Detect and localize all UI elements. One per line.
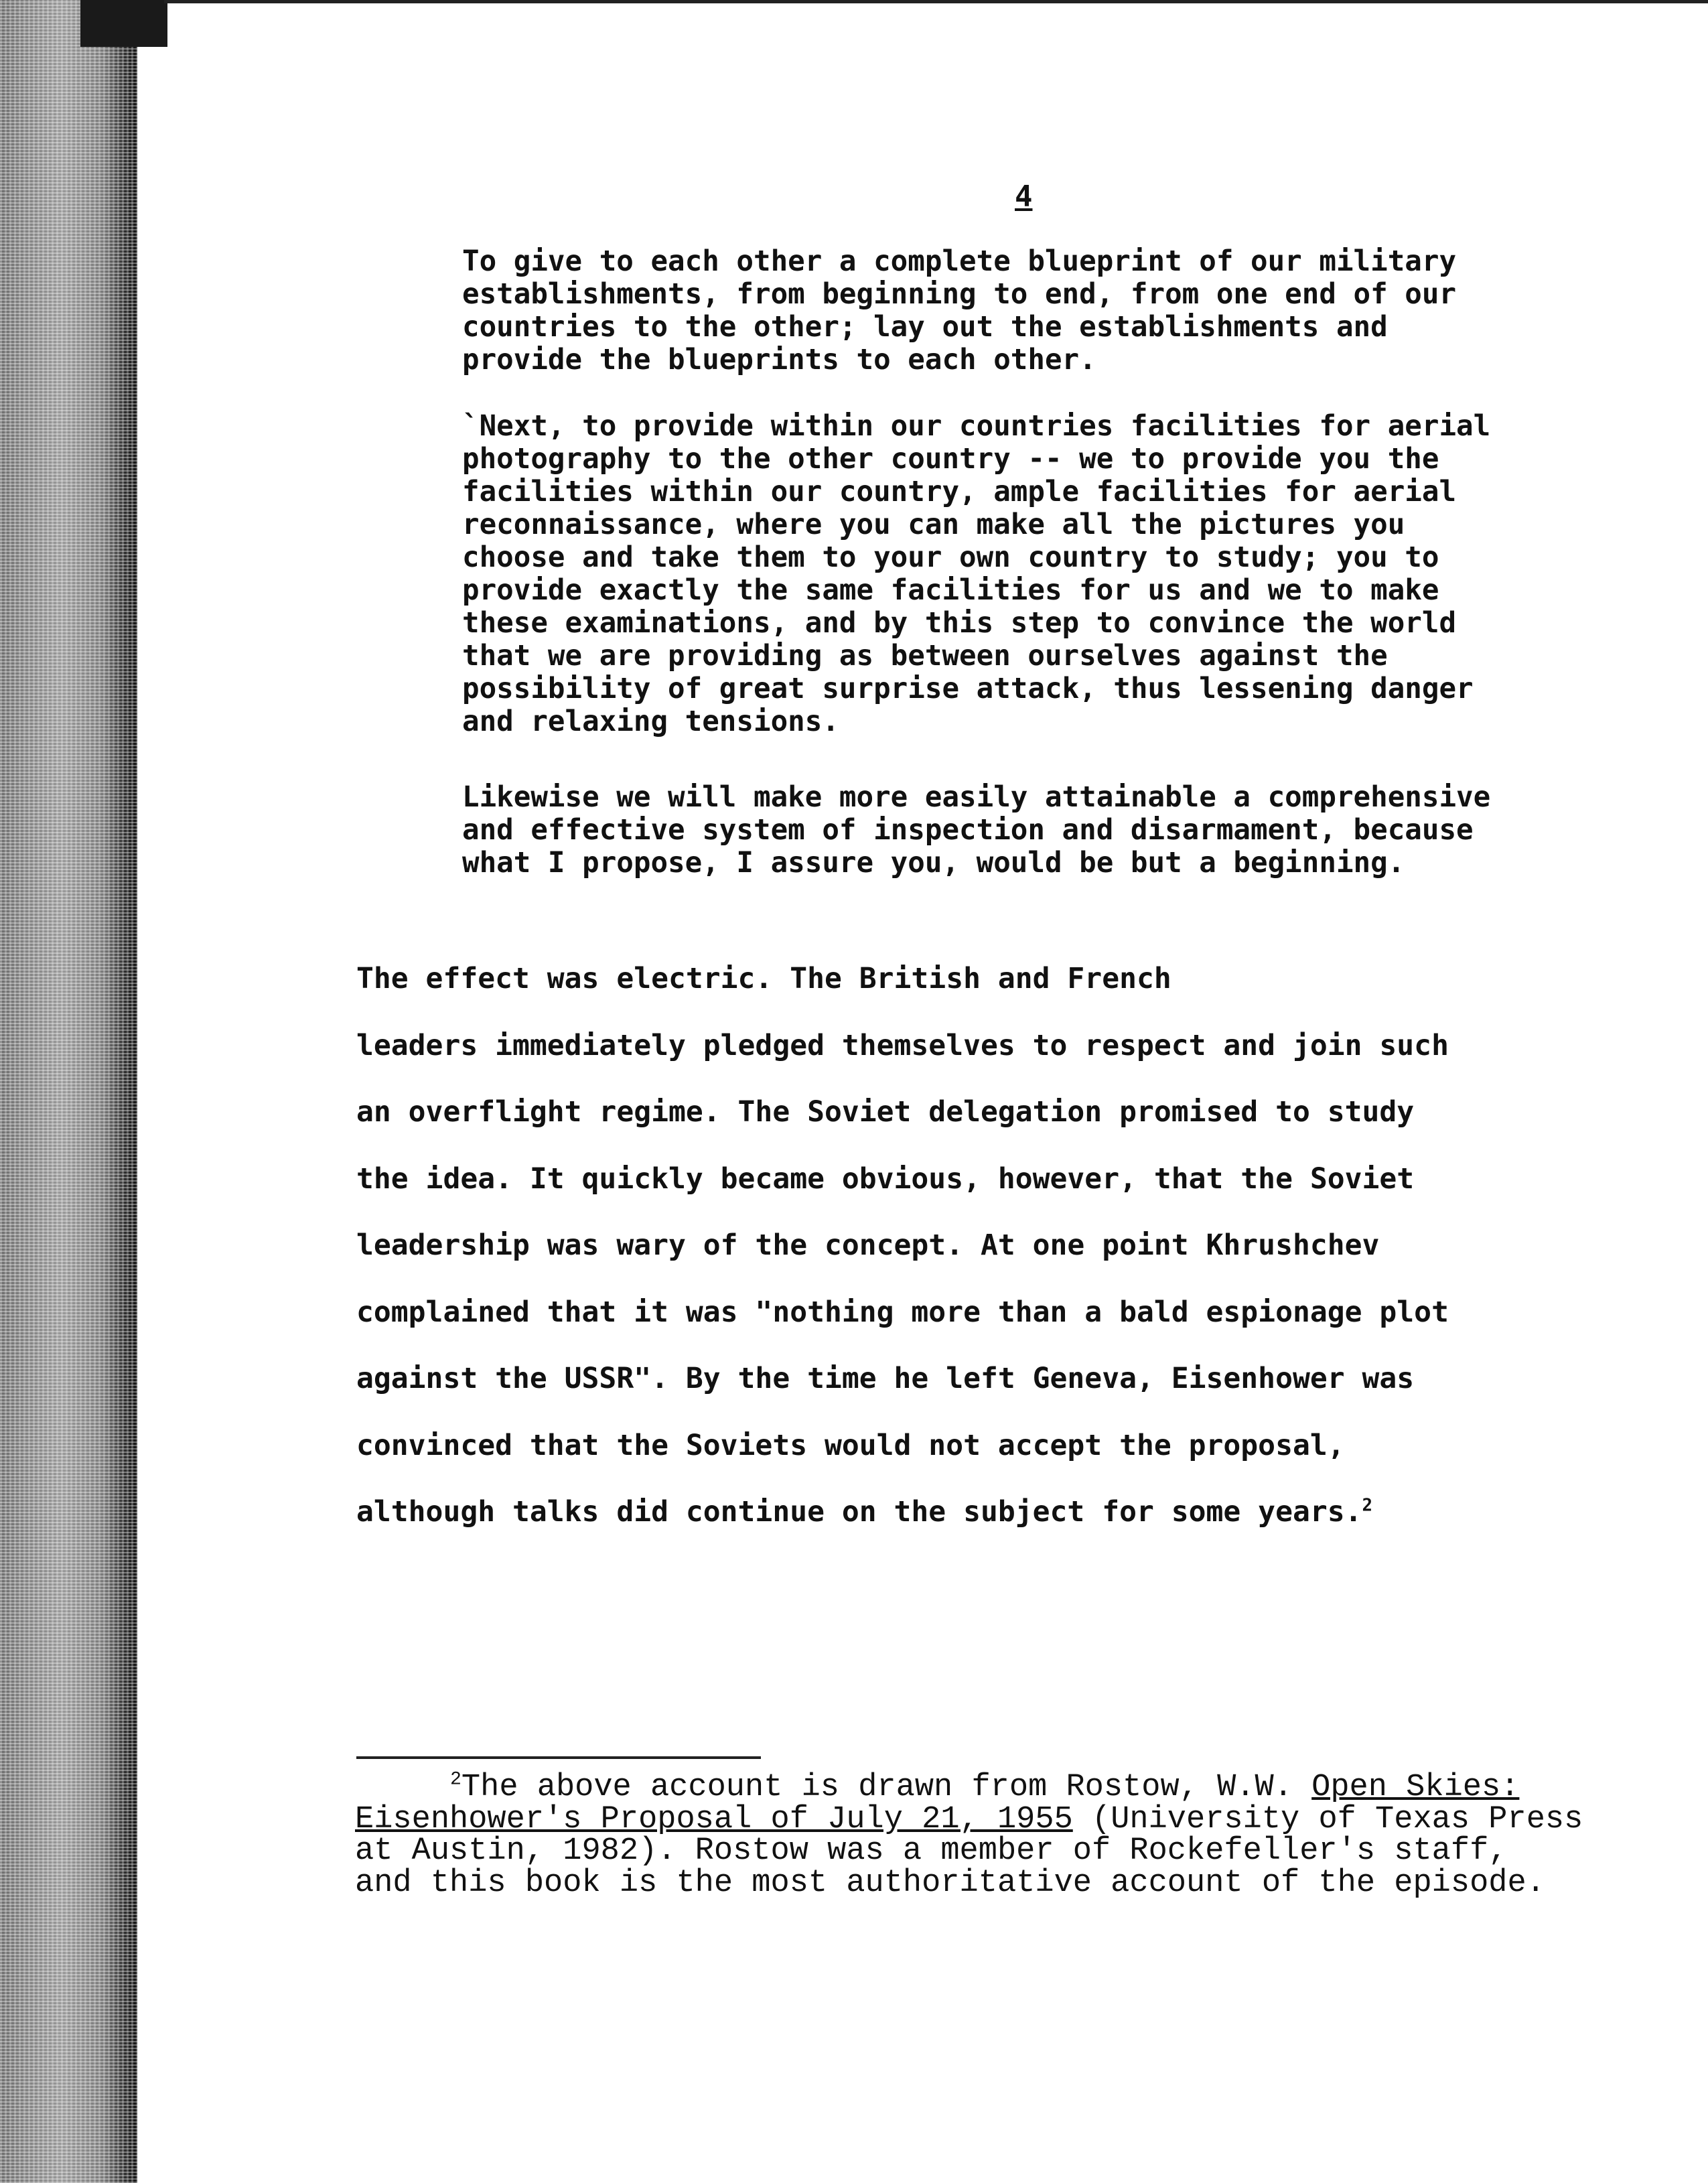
body-paragraph-text: The effect was electric. The British and French leaders immediately pledged themselves to respect and join such an overflight regime. The Soviet delegation promised to study the idea. It quickly became obvious, however, that the Soviet leadership was wary of the concept. At one point Khrushchev complained that it was "nothing more than a bald espionage plot against the USSR". By the time he left Geneva, Eisenhower was convinced that the Soviets would not accept the proposal, although talks did continue on the subject for some years.: [356, 962, 1449, 1529]
footnote-text-after: (University of Texas Press: [1072, 1801, 1583, 1837]
footnote-book-title-part1: Open Skies:: [1311, 1770, 1520, 1805]
page-number: 4: [1015, 180, 1033, 214]
footnote-marker: 2: [450, 1769, 461, 1790]
footnote-separator: [356, 1756, 761, 1759]
scan-edge-corner: [80, 0, 167, 47]
footnote-line-3: at Austin, 1982). Rostow was a member of Rockefeller's staff,: [355, 1833, 1508, 1869]
body-paragraph: [356, 946, 1669, 1546]
quote-paragraph-3: Likewise we will make more easily attainable a comprehensive and effective system of inspection and disarmament, because what I propose, I assure you, would be but a beginning.: [462, 781, 1491, 879]
top-border-line: [164, 0, 1708, 3]
footnote: [355, 1769, 1695, 1901]
footnote-book-title-part2: Eisenhower's Proposal of July 21, 1955: [355, 1801, 1073, 1837]
footnote-text-before: The above account is drawn from Rostow, W.W.: [461, 1770, 1312, 1805]
quote-paragraph-1: To give to each other a complete blueprint of our military establishments, from beginning to end, from one end of our countries to the other; lay out the establishments and provide the blueprints to each other.: [462, 245, 1457, 376]
scan-edge-shadow: [0, 0, 137, 2183]
quote-paragraph-2: `Next, to provide within our countries facilities for aerial photography to the other country -- we to provide you the facilities within our country, ample facilities for aerial reconnaissance, where you can make all the pictures you choose and take them to your own country to study; you to provide exactly the same facilities for us and we to make these examinations, and by this step to convince the world that we are providing as between ourselves against the possibility of great surprise attack, thus lessening danger and relaxing tensions.: [462, 410, 1491, 738]
footnote-line-4: and this book is the most authoritative account of the episode.: [355, 1865, 1545, 1901]
footnote-reference: 2: [1362, 1495, 1373, 1516]
